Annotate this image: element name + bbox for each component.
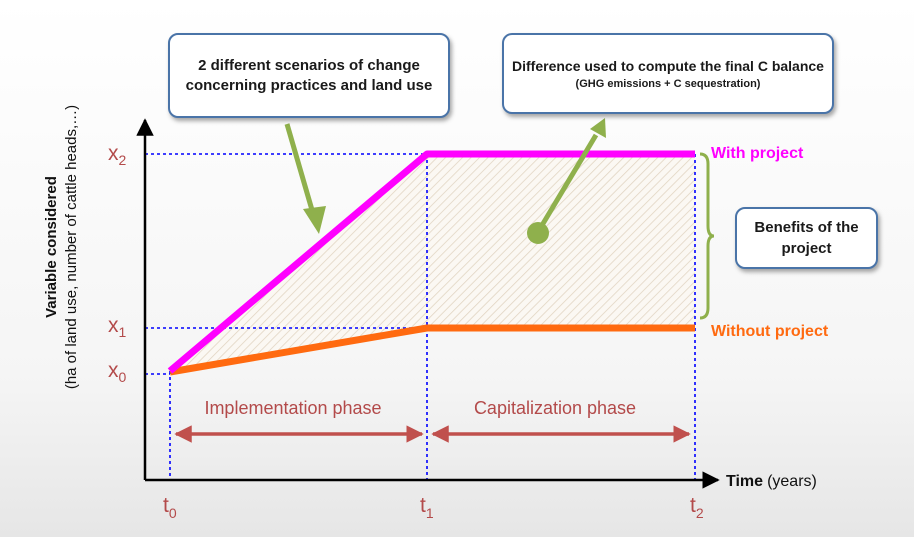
x-tick-t1: $t_1$	[420, 494, 434, 521]
y-tick-x1: $x_1$	[108, 314, 127, 340]
scenarios-callout	[168, 33, 450, 118]
implementation-phase-label: Implementation phase	[204, 398, 382, 418]
y-axis-title	[42, 47, 82, 447]
difference-callout-text: Difference used to compute the final C balance	[512, 57, 824, 74]
benefits-callout	[735, 207, 878, 269]
y-axis-title-main: Variable considered	[43, 176, 60, 318]
difference-area	[170, 154, 695, 371]
with-project-label: With project	[711, 145, 804, 162]
benefits-brace	[700, 154, 714, 318]
capitalization-phase-label: Capitalization phase	[473, 398, 637, 418]
x-axis-title: Time (years)	[726, 473, 817, 490]
scenarios-callout-text: 2 different scenarios of change concerning practices and land use	[185, 56, 433, 94]
benefits-callout-text: Benefits of the project	[754, 219, 859, 257]
y-tick-x0: $x_0$	[108, 359, 127, 385]
y-tick-x2: $x_2$	[108, 142, 127, 168]
without-project-label: Without project	[711, 323, 829, 340]
scenarios-pointer-arrow	[287, 124, 326, 234]
x-tick-t0: $t_0$	[163, 494, 177, 521]
difference-callout	[502, 33, 834, 114]
difference-callout-subtext: (GHG emissions + C sequestration)	[575, 77, 761, 90]
y-axis-title-sub: (ha of land use, number of cattle heads,…)	[63, 104, 80, 390]
x-tick-t2: $t_2$	[690, 494, 704, 521]
